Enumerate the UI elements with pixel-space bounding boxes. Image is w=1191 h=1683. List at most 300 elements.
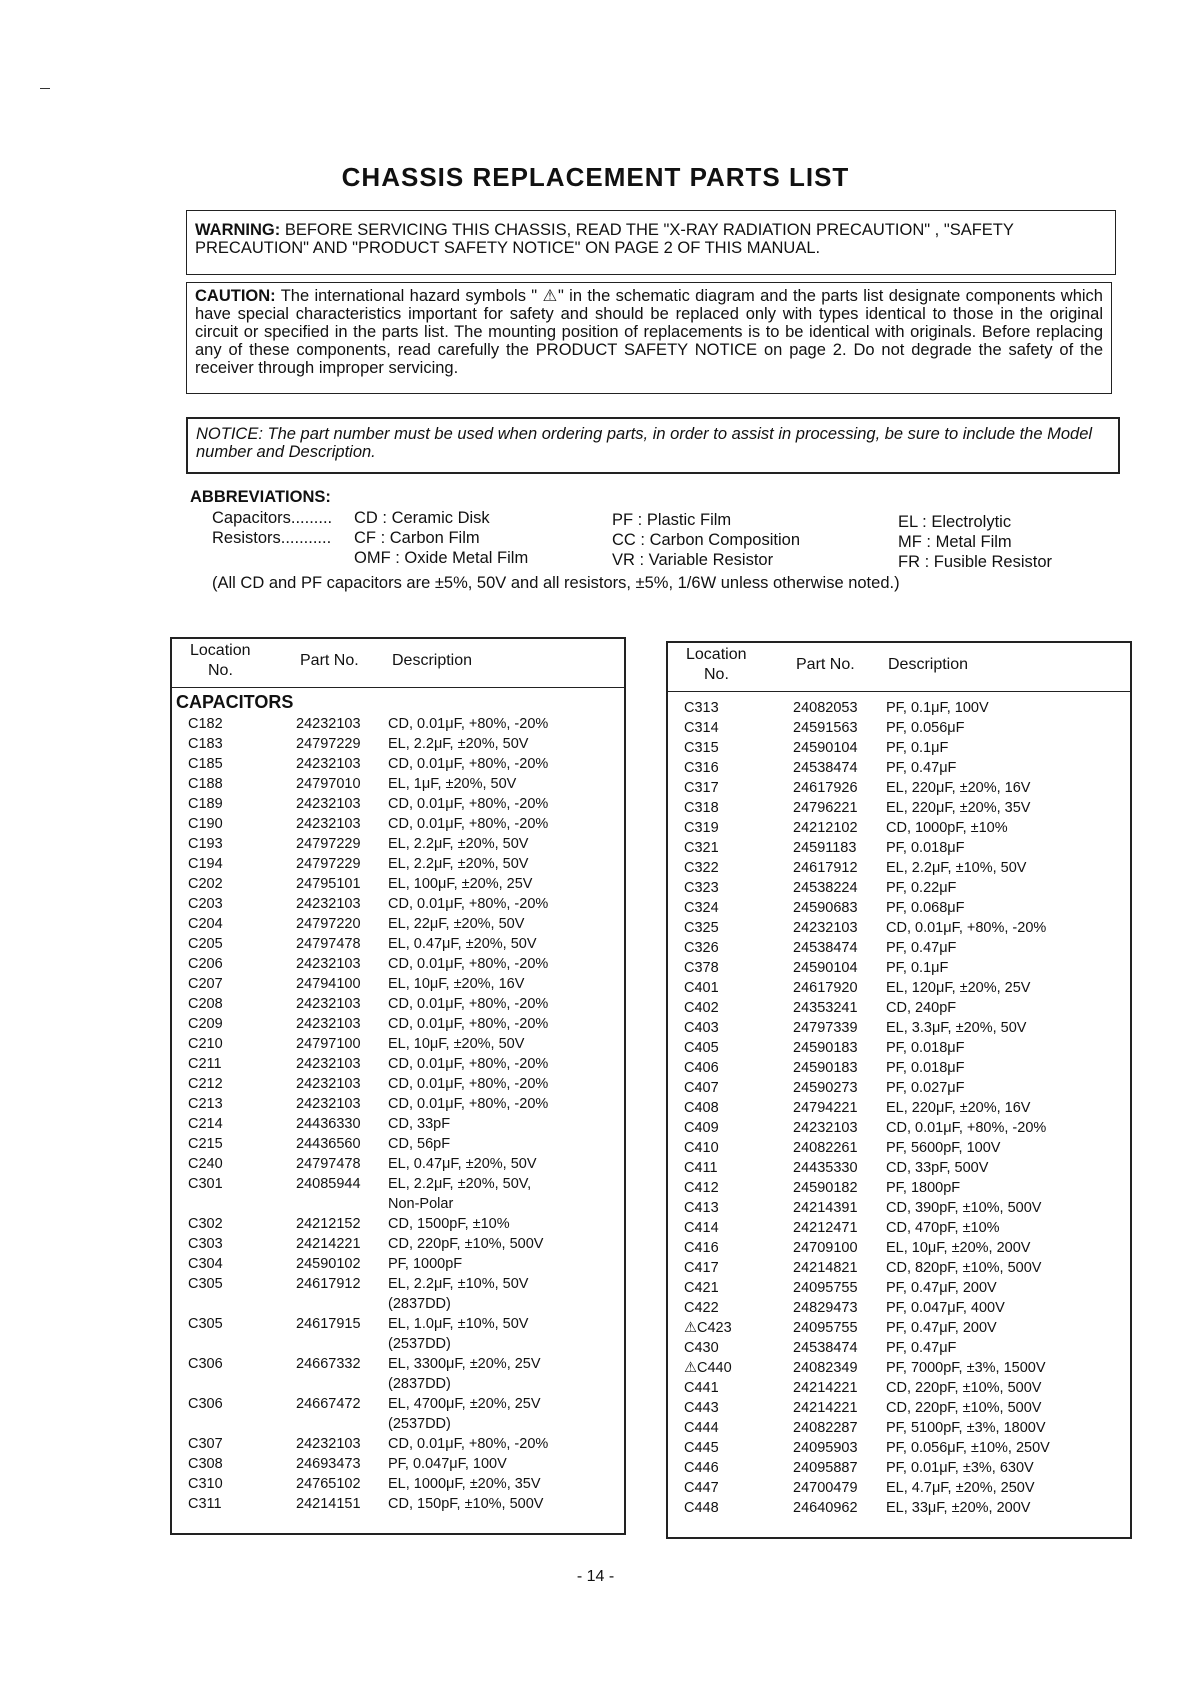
description-cell: EL, 0.47μF, ±20%, 50V (388, 936, 537, 952)
location-cell: C443 (684, 1400, 719, 1416)
part-number-cell: 24709100 (793, 1240, 858, 1256)
section-title-capacitors: CAPACITORS (176, 692, 294, 712)
part-number-cell: 24232103 (296, 1016, 361, 1032)
part-number-cell: 24232103 (296, 716, 361, 732)
table-row (668, 1118, 1130, 1138)
table-row (172, 1174, 624, 1194)
description-cell: CD, 56pF (388, 1136, 451, 1152)
description-cell: (2537DD) (388, 1336, 451, 1352)
description-cell: EL, 10μF, ±20%, 200V (886, 1240, 1031, 1256)
description-cell: CD, 1000pF, ±10% (886, 820, 1008, 836)
description-cell: CD, 33pF (388, 1116, 451, 1132)
part-number-cell: 24700479 (793, 1480, 858, 1496)
description-cell: CD, 1500pF, ±10% (388, 1216, 510, 1232)
location-cell: C413 (684, 1200, 719, 1216)
header-location-no: No. (704, 666, 729, 683)
location-cell: C214 (188, 1116, 223, 1132)
description-cell: CD, 0.01μF, +80%, -20% (388, 996, 549, 1012)
description-cell: CD, 390pF, ±10%, 500V (886, 1200, 1042, 1216)
table-row (172, 1154, 624, 1174)
table-row (668, 718, 1130, 738)
location-cell: C422 (684, 1300, 719, 1316)
description-cell: Non-Polar (388, 1196, 454, 1212)
description-cell: PF, 0.056μF, ±10%, 250V (886, 1440, 1050, 1456)
location-cell: C203 (188, 896, 223, 912)
location-cell: C207 (188, 976, 223, 992)
part-number-cell: 24214391 (793, 1200, 858, 1216)
part-number-cell: 24082287 (793, 1420, 858, 1436)
location-cell: C421 (684, 1280, 719, 1296)
part-number-cell: 24436330 (296, 1116, 361, 1132)
part-number-cell: 24590104 (793, 960, 858, 976)
table-row (668, 1498, 1130, 1518)
description-cell: EL, 2.2μF, ±20%, 50V (388, 836, 529, 852)
location-cell: C416 (684, 1240, 719, 1256)
location-cell: C405 (684, 1040, 719, 1056)
description-cell: PF, 0.047μF, 100V (388, 1456, 507, 1472)
description-cell: EL, 2.2μF, ±10%, 50V (388, 1276, 529, 1292)
table-row (172, 1214, 624, 1234)
table-row (668, 958, 1130, 978)
part-number-cell: 24590683 (793, 900, 858, 916)
abbr-fr: FR : Fusible Resistor (898, 553, 1053, 571)
location-cell: C206 (188, 956, 223, 972)
table-row (668, 898, 1130, 918)
location-cell: C412 (684, 1180, 719, 1196)
part-number-cell: 24591183 (793, 840, 857, 856)
location-cell: C193 (188, 836, 223, 852)
location-cell: C414 (684, 1220, 719, 1236)
description-cell: EL, 10μF, ±20%, 16V (388, 976, 525, 992)
part-number-cell: 24617915 (296, 1316, 361, 1332)
description-cell: PF, 0.1μF, 100V (886, 700, 989, 716)
table-row (172, 874, 624, 894)
part-number-cell: 24082053 (793, 700, 858, 716)
table-header (172, 639, 624, 688)
part-number-cell: 24617912 (296, 1276, 361, 1292)
description-cell: EL, 22μF, ±20%, 50V (388, 916, 525, 932)
description-cell: PF, 1800pF (886, 1180, 961, 1196)
notice-box (186, 417, 1120, 474)
location-cell: C407 (684, 1080, 719, 1096)
location-cell: C324 (684, 900, 719, 916)
table-row (668, 998, 1130, 1018)
location-cell: C314 (684, 720, 719, 736)
part-number-cell: 24538474 (793, 760, 858, 776)
location-cell: C410 (684, 1140, 719, 1156)
table-row (172, 934, 624, 954)
description-cell: PF, 0.01μF, ±3%, 630V (886, 1460, 1034, 1476)
location-cell: C403 (684, 1020, 719, 1036)
part-number-cell: 24590183 (793, 1060, 858, 1076)
table-row (668, 1258, 1130, 1278)
table-row (172, 1334, 624, 1354)
location-cell: ⚠C423 (684, 1320, 732, 1336)
location-cell: C204 (188, 916, 223, 932)
table-row (668, 918, 1130, 938)
part-number-cell: 24797220 (296, 916, 361, 932)
table-row (668, 698, 1130, 718)
location-cell: C401 (684, 980, 719, 996)
location-cell: C325 (684, 920, 719, 936)
table-row (172, 1034, 624, 1054)
location-cell: C202 (188, 876, 223, 892)
location-cell: C190 (188, 816, 223, 832)
table-row (668, 1018, 1130, 1038)
part-number-cell: 24795101 (296, 876, 361, 892)
description-cell: CD, 220pF, ±10%, 500V (886, 1380, 1042, 1396)
table-row (172, 1394, 624, 1414)
part-number-cell: 24212471 (793, 1220, 858, 1236)
location-cell: C406 (684, 1060, 719, 1076)
table-row (668, 1338, 1130, 1358)
abbr-mf: MF : Metal Film (898, 533, 1012, 551)
part-number-cell: 24214221 (793, 1380, 858, 1396)
table-row (668, 1218, 1130, 1238)
table-header (668, 643, 1130, 692)
location-cell: C445 (684, 1440, 719, 1456)
table-row (668, 1458, 1130, 1478)
table-row (172, 1014, 624, 1034)
description-cell: CD, 220pF, ±10%, 500V (388, 1236, 544, 1252)
part-number-cell: 24590104 (793, 740, 858, 756)
part-number-cell: 24082349 (793, 1360, 858, 1376)
abbreviations-heading: ABBREVIATIONS: (190, 488, 331, 506)
part-number-cell: 24797100 (296, 1036, 361, 1052)
part-number-cell: 24794221 (793, 1100, 858, 1116)
description-cell: CD, 0.01μF, +80%, -20% (388, 1056, 549, 1072)
location-cell: C308 (188, 1456, 223, 1472)
abbr-vr: VR : Variable Resistor (612, 551, 774, 569)
description-cell: EL, 220μF, ±20%, 16V (886, 780, 1031, 796)
part-number-cell: 24538224 (793, 880, 858, 896)
location-cell: ⚠C440 (684, 1360, 732, 1376)
part-number-cell: 24640962 (793, 1500, 858, 1516)
part-number-cell: 24590183 (793, 1040, 858, 1056)
description-cell: EL, 220μF, ±20%, 16V (886, 1100, 1031, 1116)
location-cell: C188 (188, 776, 223, 792)
location-cell: C402 (684, 1000, 719, 1016)
table-row (172, 1254, 624, 1274)
table-row (668, 1358, 1130, 1378)
location-cell: C182 (188, 716, 223, 732)
description-cell: CD, 470pF, ±10% (886, 1220, 1000, 1236)
description-cell: PF, 0.47μF, 200V (886, 1280, 997, 1296)
part-number-cell: 24232103 (296, 896, 361, 912)
description-cell: CD, 0.01μF, +80%, -20% (388, 1436, 549, 1452)
description-cell: PF, 0.018μF (886, 1060, 965, 1076)
part-number-cell: 24436560 (296, 1136, 361, 1152)
table-row (172, 1494, 624, 1514)
caution-label: CAUTION: (195, 287, 276, 305)
part-number-cell: 24538474 (793, 940, 858, 956)
description-cell: EL, 1.0μF, ±10%, 50V (388, 1316, 529, 1332)
location-cell: C211 (188, 1056, 222, 1072)
location-cell: C417 (684, 1260, 719, 1276)
table-row (172, 1474, 624, 1494)
table-row (172, 954, 624, 974)
description-cell: PF, 0.018μF (886, 840, 965, 856)
abbr-cd: CD : Ceramic Disk (354, 509, 490, 527)
table-row (668, 1418, 1130, 1438)
table-row (172, 1234, 624, 1254)
abbr-cf: CF : Carbon Film (354, 529, 480, 547)
part-number-cell: 24232103 (296, 996, 361, 1012)
part-number-cell: 24095755 (793, 1320, 858, 1336)
description-cell: EL, 33μF, ±20%, 200V (886, 1500, 1031, 1516)
location-cell: C305 (188, 1316, 223, 1332)
capacitors-label: Capacitors......... (212, 509, 333, 527)
location-cell: C215 (188, 1136, 223, 1152)
table-row (668, 1058, 1130, 1078)
part-number-cell: 24232103 (296, 956, 361, 972)
part-number-cell: 24095755 (793, 1280, 858, 1296)
resistors-label: Resistors........... (212, 529, 332, 547)
parts-table-right (666, 641, 1132, 1539)
location-cell: C185 (188, 756, 223, 772)
location-cell: C209 (188, 1016, 223, 1032)
page-title: CHASSIS REPLACEMENT PARTS LIST (341, 162, 850, 192)
description-cell: CD, 0.01μF, +80%, -20% (388, 1016, 549, 1032)
location-cell: C322 (684, 860, 719, 876)
part-number-cell: 24082261 (793, 1140, 858, 1156)
table-row (172, 894, 624, 914)
page-number: - 14 - (576, 1568, 615, 1585)
part-number-cell: 24095903 (793, 1440, 858, 1456)
location-cell: C378 (684, 960, 719, 976)
table-row (668, 818, 1130, 838)
abbr-cc: CC : Carbon Composition (612, 531, 800, 549)
part-number-cell: 24796221 (793, 800, 858, 816)
part-number-cell: 24085944 (296, 1176, 361, 1192)
description-cell: PF, 0.018μF (886, 1040, 965, 1056)
table-row (172, 1134, 624, 1154)
part-number-cell: 24214151 (296, 1496, 361, 1512)
part-number-cell: 24797229 (296, 836, 361, 852)
part-number-cell: 24214821 (793, 1260, 858, 1276)
description-cell: PF, 5600pF, 100V (886, 1140, 1001, 1156)
description-cell: PF, 0.068μF (886, 900, 965, 916)
table-row (172, 1414, 624, 1434)
location-cell: C194 (188, 856, 223, 872)
part-number-cell: 24797478 (296, 1156, 361, 1172)
part-number-cell: 24232103 (296, 756, 361, 772)
table-row (172, 1374, 624, 1394)
table-row (172, 1354, 624, 1374)
table-row (172, 814, 624, 834)
table-row (172, 1114, 624, 1134)
description-cell: EL, 4.7μF, ±20%, 250V (886, 1480, 1035, 1496)
part-number-cell: 24797010 (296, 776, 361, 792)
location-cell: C319 (684, 820, 719, 836)
header-location: Location (190, 642, 251, 659)
part-number-cell: 24435330 (793, 1160, 858, 1176)
table-row (668, 1178, 1130, 1198)
description-cell: CD, 0.01μF, +80%, -20% (886, 1120, 1047, 1136)
description-cell: (2837DD) (388, 1296, 451, 1312)
part-number-cell: 24214221 (296, 1236, 361, 1252)
description-cell: EL, 100μF, ±20%, 25V (388, 876, 533, 892)
table-row (172, 1074, 624, 1094)
part-number-cell: 24797229 (296, 736, 361, 752)
part-number-cell: 24353241 (793, 1000, 858, 1016)
table-row (172, 1314, 624, 1334)
description-cell: EL, 3.3μF, ±20%, 50V (886, 1020, 1027, 1036)
part-number-cell: 24797229 (296, 856, 361, 872)
description-cell: PF, 0.1μF (886, 740, 949, 756)
caution-box (186, 282, 1112, 394)
table-row (668, 1318, 1130, 1338)
location-cell: C411 (684, 1160, 718, 1176)
part-number-cell: 24214221 (793, 1400, 858, 1416)
description-cell: PF, 0.1μF (886, 960, 949, 976)
description-cell: PF, 0.047μF, 400V (886, 1300, 1005, 1316)
location-cell: C213 (188, 1096, 223, 1112)
description-cell: CD, 0.01μF, +80%, -20% (388, 1096, 549, 1112)
table-row (172, 994, 624, 1014)
header-part-no: Part No. (300, 652, 359, 669)
description-cell: EL, 2.2μF, ±20%, 50V (388, 736, 529, 752)
table-row (668, 1298, 1130, 1318)
location-cell: C447 (684, 1480, 719, 1496)
table-row (668, 738, 1130, 758)
location-cell: C210 (188, 1036, 223, 1052)
part-number-cell: 24590273 (793, 1080, 858, 1096)
table-row (172, 854, 624, 874)
table-row (668, 838, 1130, 858)
table-row (172, 974, 624, 994)
location-cell: C310 (188, 1476, 223, 1492)
description-cell: EL, 3300μF, ±20%, 25V (388, 1356, 541, 1372)
description-cell: CD, 0.01μF, +80%, -20% (388, 716, 549, 732)
caution-text: The international hazard symbols " ⚠" in the schematic diagram and the parts list designate components which have special characteristics important for safety and should be replaced only with types identical to those in the original circuit or specified in the parts list. The mounting position of replacements is to be identical with originals. Before replacing any of these components, read carefully the PRODUCT SAFETY NOTICE on page 2. Do not degrade the safety of the receiver through improper servicing. (195, 287, 1103, 377)
part-number-cell: 24617920 (793, 980, 858, 996)
description-cell: PF, 5100pF, ±3%, 1800V (886, 1420, 1046, 1436)
table-row (172, 734, 624, 754)
location-cell: C313 (684, 700, 719, 716)
table-row (172, 794, 624, 814)
abbr-pf: PF : Plastic Film (612, 511, 732, 529)
table-row (668, 1158, 1130, 1178)
table-row (172, 774, 624, 794)
description-cell: EL, 0.47μF, ±20%, 50V (388, 1156, 537, 1172)
description-cell: EL, 2.2μF, ±20%, 50V (388, 856, 529, 872)
part-number-cell: 24232103 (296, 1076, 361, 1092)
part-number-cell: 24797339 (793, 1020, 858, 1036)
part-number-cell: 24095887 (793, 1460, 858, 1476)
header-description: Description (392, 652, 473, 669)
location-cell: C448 (684, 1500, 719, 1516)
part-number-cell: 24232103 (296, 796, 361, 812)
location-cell: C318 (684, 800, 719, 816)
table-row (668, 1198, 1130, 1218)
part-number-cell: 24794100 (296, 976, 361, 992)
description-cell: CD, 0.01μF, +80%, -20% (388, 956, 549, 972)
description-cell: PF, 7000pF, ±3%, 1500V (886, 1360, 1046, 1376)
header-location: Location (686, 646, 747, 663)
description-cell: PF, 1000pF (388, 1256, 463, 1272)
table-row (172, 914, 624, 934)
table-row (172, 1434, 624, 1454)
description-cell: EL, 1000μF, ±20%, 35V (388, 1476, 541, 1492)
part-number-cell: 24797478 (296, 936, 361, 952)
description-cell: CD, 0.01μF, +80%, -20% (388, 1076, 549, 1092)
abbr-omf: OMF : Oxide Metal Film (354, 549, 529, 567)
description-cell: EL, 10μF, ±20%, 50V (388, 1036, 525, 1052)
description-cell: CD, 33pF, 500V (886, 1160, 989, 1176)
part-number-cell: 24590102 (296, 1256, 361, 1272)
abbr-el: EL : Electrolytic (898, 513, 1012, 531)
header-location-no: No. (208, 662, 233, 679)
table-row (668, 798, 1130, 818)
table-row (668, 978, 1130, 998)
part-number-cell: 24617926 (793, 780, 858, 796)
location-cell: C446 (684, 1460, 719, 1476)
description-cell: (2837DD) (388, 1376, 451, 1392)
table-row (668, 1038, 1130, 1058)
location-cell: C444 (684, 1420, 719, 1436)
table-row (172, 714, 624, 734)
location-cell: C441 (684, 1380, 719, 1396)
location-cell: C304 (188, 1256, 223, 1272)
part-number-cell: 24617912 (793, 860, 858, 876)
rows-right (668, 698, 1130, 1518)
description-cell: (2537DD) (388, 1416, 451, 1432)
location-cell: C323 (684, 880, 719, 896)
table-row (668, 1398, 1130, 1418)
location-cell: C301 (188, 1176, 223, 1192)
description-cell: EL, 220μF, ±20%, 35V (886, 800, 1031, 816)
part-number-cell: 24232103 (793, 920, 858, 936)
location-cell: C212 (188, 1076, 223, 1092)
location-cell: C302 (188, 1216, 223, 1232)
part-number-cell: 24829473 (793, 1300, 858, 1316)
table-row (668, 1438, 1130, 1458)
table-row (668, 758, 1130, 778)
table-row (668, 1238, 1130, 1258)
table-row (668, 1378, 1130, 1398)
part-number-cell: 24232103 (296, 816, 361, 832)
location-cell: C306 (188, 1356, 223, 1372)
location-cell: C408 (684, 1100, 719, 1116)
location-cell: C317 (684, 780, 719, 796)
part-number-cell: 24232103 (793, 1120, 858, 1136)
notice-text: The part number must be used when ordering parts, in order to assist in processing, be sure to include the Model number and Description. (196, 425, 1093, 461)
part-number-cell: 24232103 (296, 1436, 361, 1452)
location-cell: C189 (188, 796, 223, 812)
description-cell: CD, 240pF (886, 1000, 957, 1016)
table-row (668, 1138, 1130, 1158)
part-number-cell: 24212152 (296, 1216, 361, 1232)
part-number-cell: 24212102 (793, 820, 858, 836)
description-cell: CD, 0.01μF, +80%, -20% (388, 756, 549, 772)
notice-label: NOTICE: (196, 425, 263, 443)
description-cell: EL, 2.2μF, ±20%, 50V, (388, 1176, 532, 1192)
header-part-no: Part No. (796, 656, 855, 673)
location-cell: C208 (188, 996, 223, 1012)
table-row (172, 754, 624, 774)
table-row (172, 1274, 624, 1294)
part-number-cell: 24667332 (296, 1356, 361, 1372)
location-cell: C183 (188, 736, 223, 752)
part-number-cell: 24693473 (296, 1456, 361, 1472)
description-cell: CD, 0.01μF, +80%, -20% (388, 816, 549, 832)
location-cell: C315 (684, 740, 719, 756)
header-description: Description (888, 656, 969, 673)
part-number-cell: 24667472 (296, 1396, 361, 1412)
table-row (172, 1454, 624, 1474)
description-cell: PF, 0.22μF (886, 880, 957, 896)
